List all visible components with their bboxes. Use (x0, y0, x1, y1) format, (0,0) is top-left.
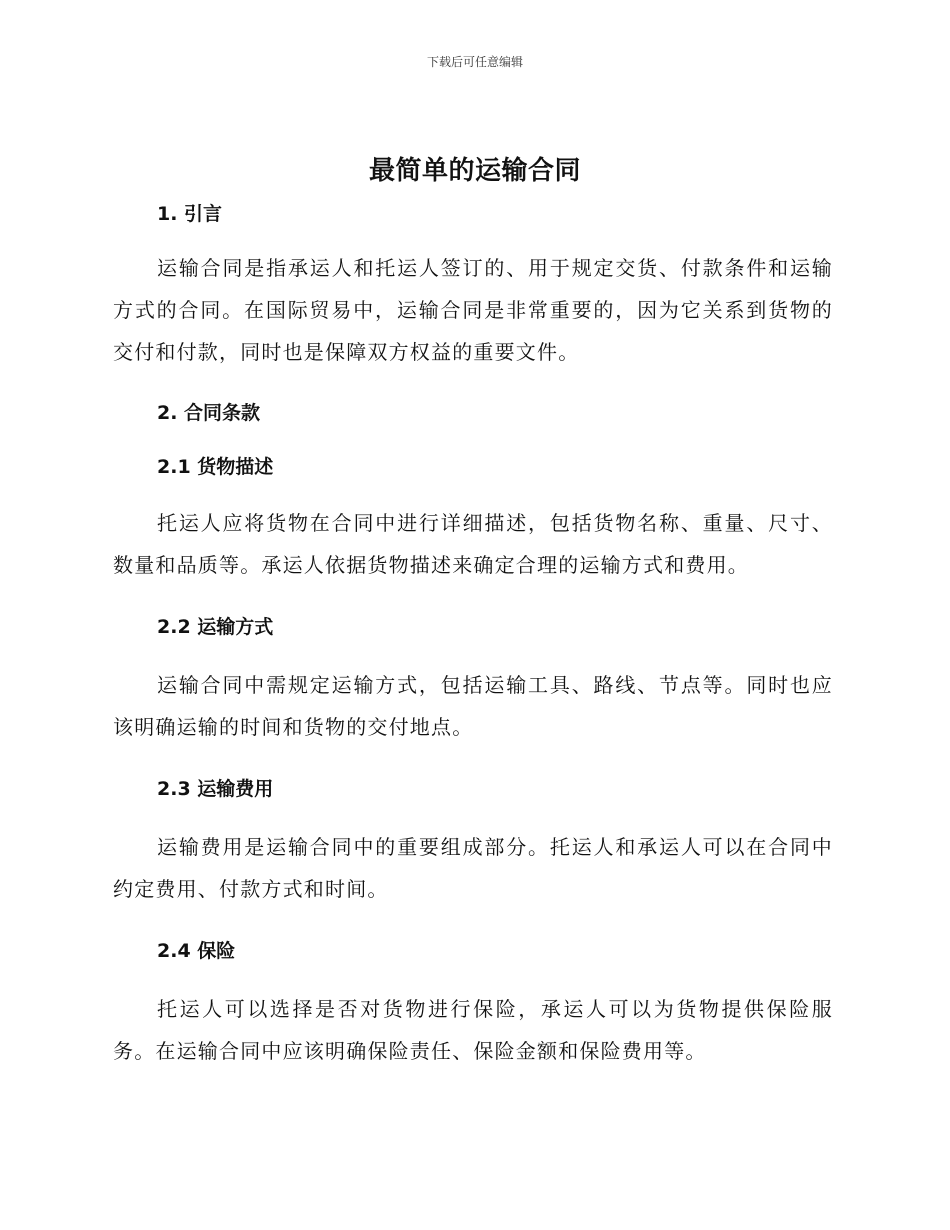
section-heading-transport-fees: 2.3 运输费用 (157, 778, 274, 800)
section-heading-contract-terms: 2. 合同条款 (157, 402, 261, 424)
section-heading-transport-method: 2.2 运输方式 (157, 616, 274, 638)
section-heading-insurance: 2.4 保险 (157, 940, 236, 962)
section-paragraph-transport-fees: 运输费用是运输合同中的重要组成部分。托运人和承运人可以在合同中约定费用、付款方式和时间。 (113, 835, 833, 901)
section-paragraph-goods-description: 托运人应将货物在合同中进行详细描述，包括货物名称、重量、尺寸、数量和品质等。承运人依据货物描述来确定合理的运输方式和费用。 (113, 511, 833, 577)
section-paragraph-insurance: 托运人可以选择是否对货物进行保险，承运人可以为货物提供保险服务。在运输合同中应该明确保险责任、保险金额和保险费用等。 (113, 997, 833, 1063)
header-note: 下载后可任意编辑 (426, 55, 523, 69)
section-paragraph-introduction: 运输合同是指承运人和托运人签订的、用于规定交货、付款条件和运输方式的合同。在国际贸易中，运输合同是非常重要的，因为它关系到货物的交付和付款，同时也是保障双方权益的重要文件。 (113, 256, 833, 364)
document-body (113, 195, 833, 1072)
section-heading-introduction: 1. 引言 (157, 203, 223, 225)
section-heading-goods-description: 2.1 货物描述 (157, 456, 274, 478)
document-title: 最简单的运输合同 (368, 156, 581, 186)
section-paragraph-transport-method: 运输合同中需规定运输方式，包括运输工具、路线、节点等。同时也应该明确运输的时间和货物的交付地点。 (113, 673, 833, 739)
